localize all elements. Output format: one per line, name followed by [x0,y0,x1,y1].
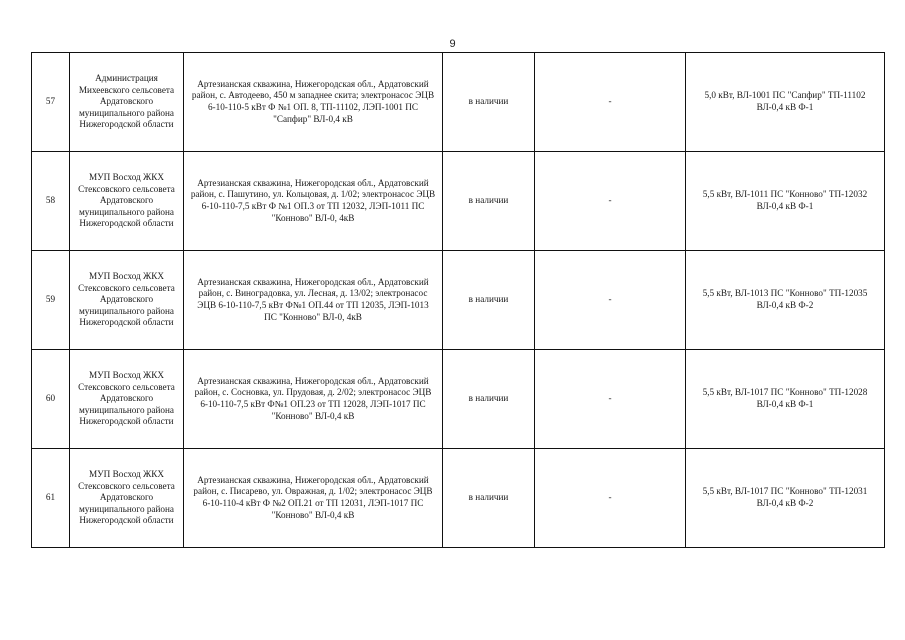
object-description-cell: Артезианская скважина, Нижегородская обл., Ардатовский район, с. Сосновка, ул. Прудовая, д. 2/02; электронасос ЭЦВ 6-10-110-7,5 кВт Ф№1 ОП.23 от ТП 12028, ЛЭП-1017 ПС "Конново" ВЛ-0,4 кВ [184,350,443,449]
row-number-cell: 57 [32,53,70,152]
empty-value-cell: - [535,350,686,449]
empty-value-cell: - [535,449,686,548]
table-row [32,350,885,449]
availability-cell: в наличии [443,53,535,152]
object-description-cell: Артезианская скважина, Нижегородская обл., Ардатовский район, с. Виноградовка, ул. Лесная, д. 13/02; электронасос ЭЦВ 6-10-110-7,5 кВт Ф№1 ОП.44 от ТП 12035, ЛЭП-1013 ПС "Конново" ВЛ-0, 4кВ [184,251,443,350]
object-description-cell: Артезианская скважина, Нижегородская обл., Ардатовский район, с. Автодеево, 450 м западнее скита; электронасос ЭЦВ 6-10-110-5 кВт Ф №1 ОП. 8, ТП-11102, ЛЭП-1001 ПС "Сапфир" ВЛ-0,4 кВ [184,53,443,152]
power-connection-cell: 5,0 кВт, ВЛ-1001 ПС "Сапфир" ТП-11102 ВЛ-0,4 кВ Ф-1 [686,53,885,152]
power-connection-cell: 5,5 кВт, ВЛ-1017 ПС "Конново" ТП-12031 ВЛ-0,4 кВ Ф-2 [686,449,885,548]
owner-cell: МУП Восход ЖКХ Стексовского сельсовета Ардатовского муниципального района Нижегородской области [70,449,184,548]
object-description-cell: Артезианская скважина, Нижегородская обл., Ардатовский район, с. Писарево, ул. Овражная, д. 1/02; электронасос ЭЦВ 6-10-110-4 кВт Ф №2 ОП.21 от ТП 12031, ЛЭП-1017 ПС "Конново" ВЛ-0,4 кВ [184,449,443,548]
row-number-cell: 61 [32,449,70,548]
owner-cell: МУП Восход ЖКХ Стексовского сельсовета Ардатовского муниципального района Нижегородской области [70,251,184,350]
availability-cell: в наличии [443,350,535,449]
owner-cell: Администрация Михеевского сельсовета Ардатовского муниципального района Нижегородской области [70,53,184,152]
power-connection-cell: 5,5 кВт, ВЛ-1013 ПС "Конново" ТП-12035 ВЛ-0,4 кВ Ф-2 [686,251,885,350]
availability-cell: в наличии [443,152,535,251]
row-number-cell: 59 [32,251,70,350]
availability-cell: в наличии [443,251,535,350]
table-row [32,53,885,152]
empty-value-cell: - [535,251,686,350]
object-description-cell: Артезианская скважина, Нижегородская обл., Ардатовский район, с. Пашутино, ул. Кольцовая, д. 1/02; электронасос ЭЦВ 6-10-110-7,5 кВт Ф №1 ОП.3 от ТП 12032, ЛЭП-1011 ПС "Конново" ВЛ-0, 4кВ [184,152,443,251]
power-connection-cell: 5,5 кВт, ВЛ-1011 ПС "Конново" ТП-12032 ВЛ-0,4 кВ Ф-1 [686,152,885,251]
empty-value-cell: - [535,152,686,251]
table-row [32,152,885,251]
page-number: 9 [449,38,456,50]
availability-cell: в наличии [443,449,535,548]
row-number-cell: 58 [32,152,70,251]
owner-cell: МУП Восход ЖКХ Стексовского сельсовета Ардатовского муниципального района Нижегородской области [70,152,184,251]
registry-table [31,52,885,548]
table-row [32,449,885,548]
table-row [32,251,885,350]
power-connection-cell: 5,5 кВт, ВЛ-1017 ПС "Конново" ТП-12028 ВЛ-0,4 кВ Ф-1 [686,350,885,449]
owner-cell: МУП Восход ЖКХ Стексовского сельсовета Ардатовского муниципального района Нижегородской области [70,350,184,449]
row-number-cell: 60 [32,350,70,449]
empty-value-cell: - [535,53,686,152]
